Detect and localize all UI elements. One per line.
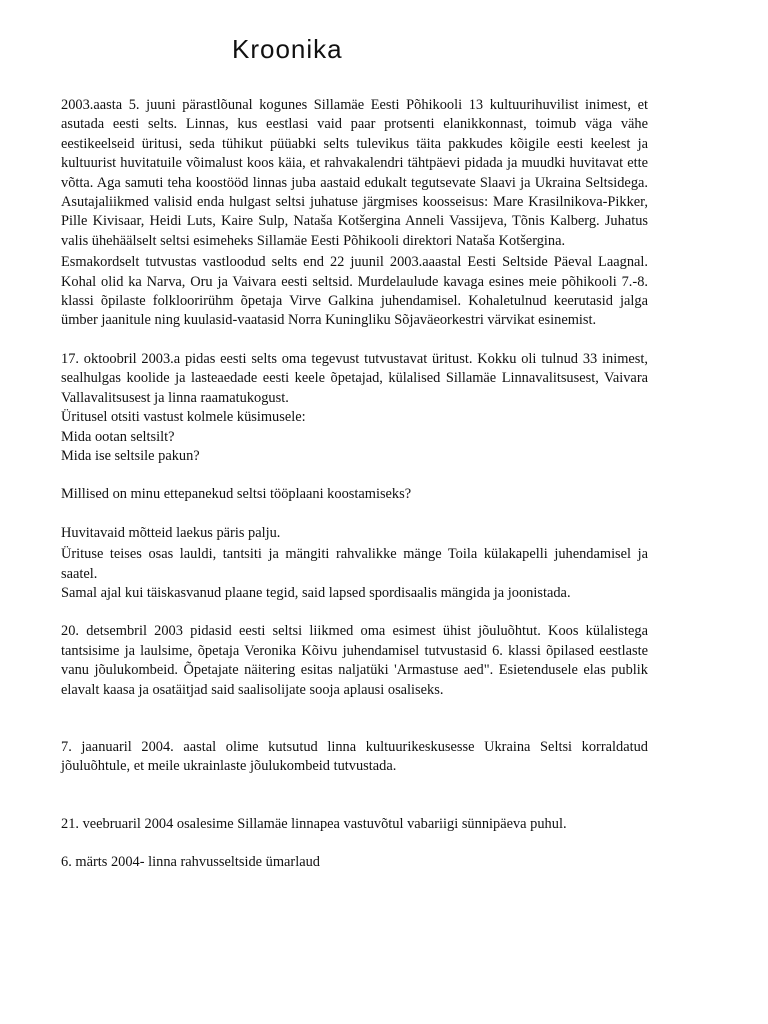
paragraph-first-appearance: Esmakordselt tutvustas vastloodud selts end 22 juunil 2003.aaastal Eesti Seltside Päeval Laagnal. Kohal olid ka Narva, Oru ja Vaivara eesti seltsid. Murdelaulude kavaga esines meie põhikooli 7.-8. klassi õpilaste folkloorirühm õpetaja Virve Galkina juhendamisel. Kohaletulnud keerutasid jalga ümber jaanitule ning kuulasid-vaatasid Norra Kuningliku Sõjaväeorkestri värvikat esinemist.: [61, 254, 648, 329]
page-title: Kroonika: [232, 34, 343, 64]
ideas-note: Huvitavaid mõtteid laekus päris palju.: [61, 524, 281, 541]
paragraph-second-part: Ürituse teises osas lauldi, tantsiti ja mängiti rahvalikke mänge Toila külakapelli juhendamisel ja saatel.: [61, 546, 648, 582]
question-1: Mida ootan seltsilt?: [61, 428, 175, 445]
paragraph-february: 21. veebruaril 2004 osalesime Sillamäe linnapea vastuvõtul vabariigi sünnipäeva puhul.: [61, 815, 567, 832]
paragraph-january: 7. jaanuaril 2004. aastal olime kutsutud linna kultuurikeskusesse Ukraina Seltsi korraldatud jõuluõhtule, et meile ukrainlaste jõulukombeid tutvustada.: [61, 738, 648, 775]
questions-intro: Üritusel otsiti vastust kolmele küsimusele:: [61, 409, 306, 426]
paragraph-founding: 2003.aasta 5. juuni pärastlõunal kogunes Sillamäe Eesti Põhikooli 13 kultuurihuvilist inimest, et asutada eesti selts. Linnas, kus eestlasi vaid paar protsenti elanikkonnast, toimub väga vähe eestikeelseid üritusi, seda tühikut püüabki selts tulevikus täita pakkudes kõigile eesti keelest ja kultuurist huvitatuile võimalust koos käia, et rahvakalendri tähtpäevi pidada ja muudki huvitavat ette võtta. Aga samuti teha koostööd linnas juba aastaid edukalt tegutsevate Slaavi ja Ukraina Seltsidega. Asutajaliikmed valisid enda hulgast seltsi juhatuse järgmises koosseisus: Mare Krasilnikova-Pikker, Pille Kivisaar, Heidi Luts, Kaire Sulp, Nataša Kotšergina Anneli Vassijeva, Tõnis Kalberg. Juhatus valis ühehäälselt seltsi esimeheks Sillamäe Eesti Põhikooli direktori Nataša Kotšergina.: [61, 97, 648, 249]
paragraph-children: Samal ajal kui täiskasvanud plaane tegid, said lapsed spordisaalis mängida ja joonistada.: [61, 584, 571, 601]
document-body: [61, 96, 648, 873]
paragraph-march: 6. märts 2004- linna rahvusseltside ümarlaud: [61, 854, 320, 871]
question-2: Mida ise seltsile pakun?: [61, 447, 200, 464]
paragraph-december: 20. detsembril 2003 pidasid eesti seltsi liikmed oma esimest ühist jõuluõhtut. Koos külalistega tantsisime ja laulsime, õpetaja Veronika Kõivu juhendamisel tutvustasid 6. klassi õpilased eestlaste vanu jõulukombeid. Õpetajate näitering esitas naljatüki 'Armastuse aed". Esietendusele elas publik elavalt kaasa ja osatäitjad said saalisolijate sooja aplausi osaliseks.: [61, 623, 648, 698]
question-3: Millised on minu ettepanekud seltsi tööplaani koostamiseks?: [61, 486, 412, 503]
paragraph-october-event: 17. oktoobril 2003.a pidas eesti selts oma tegevust tutvustavat üritust. Kokku oli tulnud 33 inimest, sealhulgas koolide ja lasteaedade eesti keele õpetajad, külalised Sillamäe Linnavalitsusest, Vaivara Vallavalitsusest ja linna raamatukogust.: [61, 350, 648, 406]
